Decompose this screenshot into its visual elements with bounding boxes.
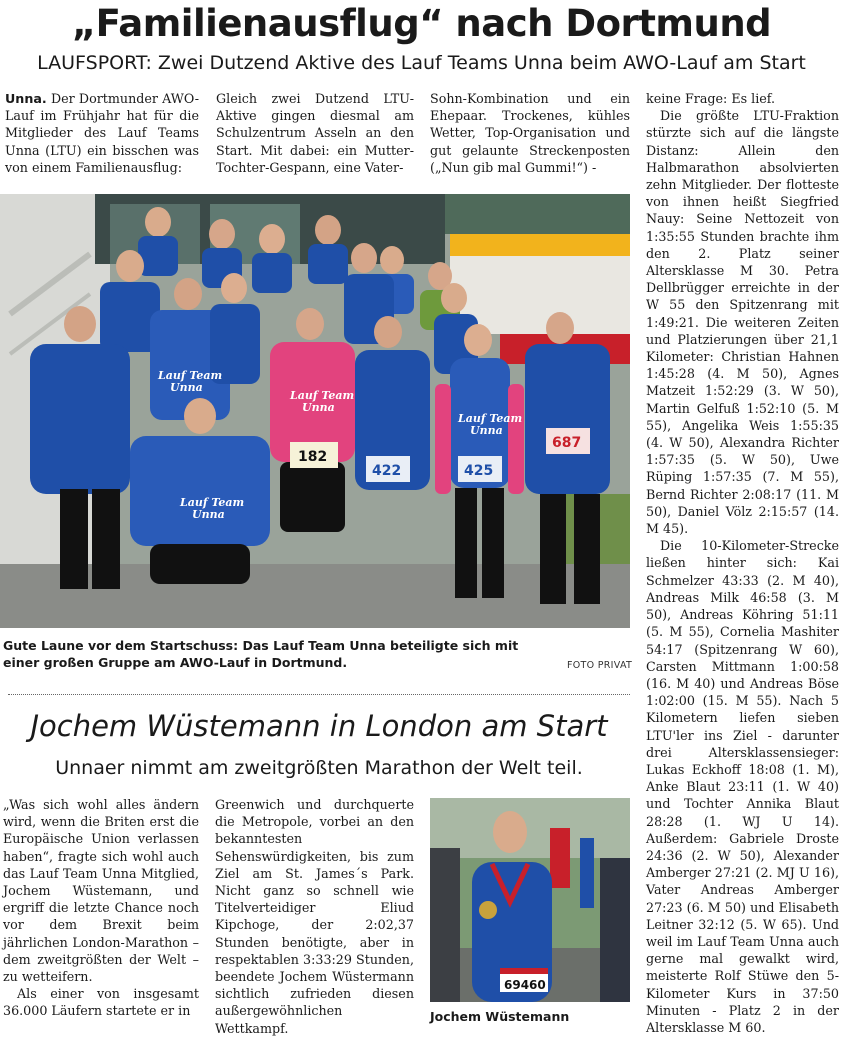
kicker: LAUFSPORT: (37, 52, 152, 74)
shirt-print: Lauf Team (290, 389, 355, 402)
dateline: Unna. (5, 91, 47, 106)
body-text: „Was sich wohl alles ändern wird, wenn die Briten erst die Europäische Union verlassen haben“, fragte sich wohl auch das Lauf Team Unna Mitglied, Jochem Wüstemann, und ergriff die letzte Chance noch vor dem Brexit beim jährlichen London-Marathon – dem zweitgrößten der Welt – zu wetteifern. (3, 797, 199, 985)
article2-subheadline: Unnaer nimmt am zweitgrößten Marathon der Welt teil. (55, 757, 583, 779)
body-text: Der Dortmunder AWO-Lauf im Frühjahr hat für die Mitglieder des Lauf Teams Unna (LTU) ein bisschen was von einem Familienausflug: (5, 91, 199, 175)
race-bib: 687 (552, 435, 582, 451)
article1-column-1 (5, 90, 199, 180)
body-text: keine Frage: Es lief. (646, 91, 776, 106)
race-bib: 422 (372, 463, 402, 479)
shirt-print: Unna (192, 508, 225, 521)
article1-column-2 (216, 90, 414, 180)
article2-headline: Jochem Wüstemann in London am Start (30, 709, 608, 743)
shirt-print: Unna (302, 401, 335, 414)
article-headline: „Familienausflug“ nach Dortmund (71, 2, 772, 45)
subheadline-text: Zwei Dutzend Aktive des Lauf Teams Unna beim AWO-Lauf am Start (157, 52, 806, 74)
shirt-print: Lauf Team (180, 496, 245, 509)
section-divider (8, 694, 630, 695)
team-photo (0, 194, 630, 628)
shirt-print: Lauf Team (458, 412, 523, 425)
runner-photo (430, 798, 630, 1002)
shirt-print: Unna (170, 381, 203, 394)
team-photo-illustration (0, 194, 630, 628)
body-text: Die 10-Kilometer-Strecke ließen hinter sich: Kai Schmelzer 43:33 (2. M 40), Andreas Milk 46:58 (3. M 50), Andreas Köhring 51:11 (5. M 55), Cornelia Mashiter 54:17 (Spitzenrang W 60), Carsten Mittmann 1:00:58 (16. M 40) und Andreas Böse 1:02:00 (15. M 55). Nach 5 Kilometern liefen sieben LTU'ler ins Ziel - darunter drei Altersklassensieger: Lukas Eckhoff 18:08 (1. M), Anke Blaut 23:11 (1. W 40) und Tochter Annika Blaut 28:28 (1. WJ U 14). Außerdem: Gabriele Droste 24:36 (2. W 50), Alexander Amberger 27:21 (2. MJ U 16), Vater Andreas Amberger 27:23 (6. M 50) und Elisabeth Leitner 32:12 (5. W 65). Und weil im Lauf Team Unna auch gerne mal gewalkt wird, meisterte Rolf Stüwe den 5-Kilometer Kurs in 37:50 Minuten - Platz 2 in der Altersklasse M 60. (646, 538, 839, 1035)
body-text: Die größte LTU-Fraktion stürzte sich auf die längste Distanz: Allein den Halbmarathon absolvierten zehn Mitglieder. Der flotteste von ihnen heißt Siegfried Nauy: Seine Nettozeit von 1:35:55 Stunden brachte ihm den 2. Platz seiner Altersklasse M 30. Petra Dellbrügger erreichte in der W 55 den Spitzenrang mit 1:49:21. Die weiteren Zeiten und Platzierungen über 21,1 Kilometer: Christian Hahnen 1:45:28 (4. M 50), Agnes Matzeit 1:52:29 (3. W 50), Martin Gelfuß 1:52:10 (5. M 55), Angelika Weis 1:55:35 (4. W 50), Alexandra Richter 1:57:35 (5. W 50), Uwe Rüping 1:57:35 (7. M 55), Bernd Richter 2:08:17 (11. M 50), Daniel Völz 2:15:57 (14. M 45). (646, 108, 839, 537)
race-bib: 69460 (504, 978, 546, 992)
shirt-print: Lauf Team (158, 369, 223, 382)
runner-photo-illustration (430, 798, 630, 1002)
body-text: Als einer von insgesamt 36.000 Läufern startete er in (3, 986, 199, 1019)
race-bib: 425 (464, 463, 494, 479)
body-text: Gleich zwei Dutzend LTU-Aktive gingen diesmal am Schulzentrum Asseln an den Start. Mit dabei: ein Mutter-Tochter-Gespann, eine Vater- (216, 91, 414, 175)
shirt-print: Unna (470, 424, 503, 437)
photo-caption: Gute Laune vor dem Startschuss: Das Lauf Team Unna beteiligte sich mit einer großen Gruppe am AWO-Lauf in Dortmund. (3, 638, 519, 670)
article-subheadline (0, 50, 843, 76)
race-bib: 182 (298, 449, 328, 465)
body-text: Greenwich und durchquerte die Metropole, vorbei an den bekanntesten Sehenswürdigkeiten, bis zum Ziel am St. James´s Park. Nicht ganz so schnell wie Titelverteidiger Eliud Kipchoge, der 2:02,37 Stunden benötigte, aber in respektablen 3:33:29 Stunden, beendete Jochem Wüstermann sichtlich zufrieden diesen außergewöhnlichen Wettkampf. (215, 797, 414, 1036)
body-text: Sohn-Kombination und ein Ehepaar. Trockenes, kühles Wetter, Top-Organisation und gut gelaunte Streckenposten („Nun gib mal Gummi!“) - (430, 91, 630, 175)
article2-column-2 (215, 796, 414, 1036)
article1-column-4 (646, 90, 839, 1035)
runner-photo-caption: Jochem Wüstemann (430, 1009, 570, 1024)
photo-credit: FOTO PRIVAT (567, 660, 633, 671)
article1-column-3 (430, 90, 630, 180)
article2-column-1 (3, 796, 199, 1027)
